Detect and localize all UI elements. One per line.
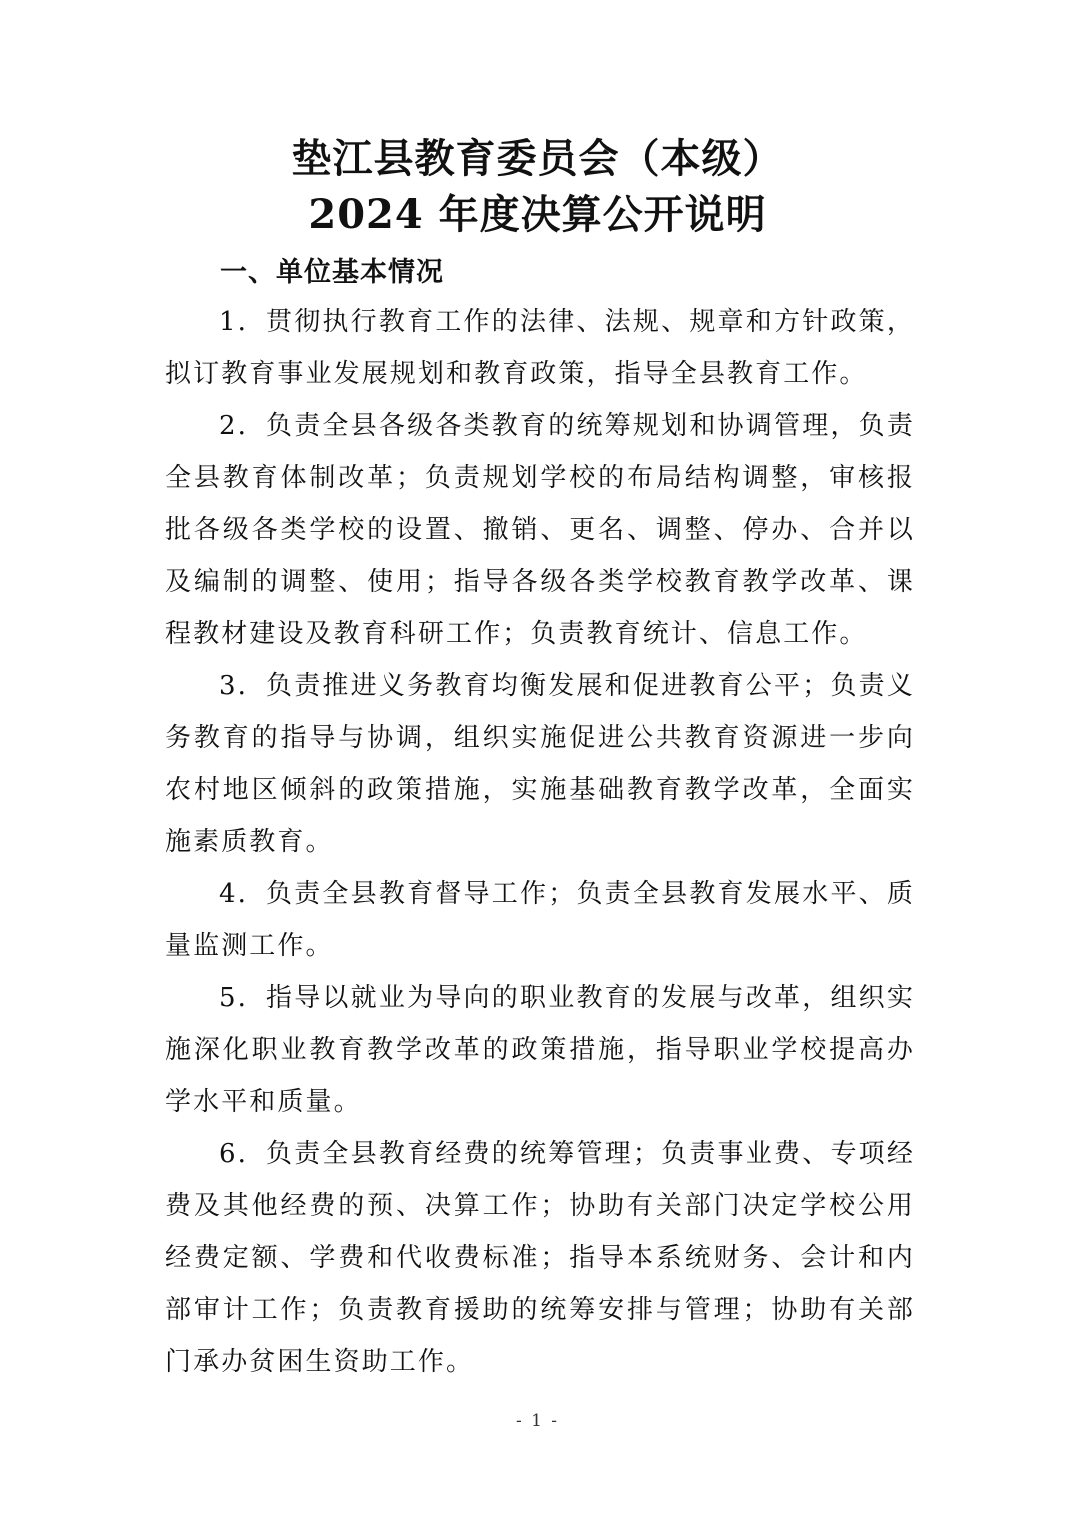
paragraph-4: 4．负责全县教育督导工作；负责全县教育发展水平、质量监测工作。: [165, 879, 915, 961]
paragraph-2: 2．负责全县各级各类教育的统筹规划和协调管理，负责全县教育体制改革；负责规划学校的布局结构调整，审核报批各级各类学校的设置、撤销、更名、调整、停办、合并以及编制的调整、使用；指导各级各类学校教育教学改革、课程教材建设及教育科研工作；负责教育统计、信息工作。: [165, 411, 915, 649]
section-heading: 一、单位基本情况: [220, 257, 444, 288]
document-title: 垫江县教育委员会（本级）: [291, 135, 784, 182]
paragraph-6: 6．负责全县教育经费的统筹管理；负责事业费、专项经费及其他经费的预、决算工作；协助有关部门决定学校公用经费定额、学费和代收费标准；指导本系统财务、会计和内部审计工作；负责教育援助的统筹安排与管理；协助有关部门承办贫困生资助工作。: [165, 1139, 915, 1377]
document-body: [165, 296, 915, 1388]
paragraph-3: 3．负责推进义务教育均衡发展和促进教育公平；负责义务教育的指导与协调，组织实施促进公共教育资源进一步向农村地区倾斜的政策措施，实施基础教育教学改革，全面实施素质教育。: [165, 671, 915, 857]
paragraph-1: 1．贯彻执行教育工作的法律、法规、规章和方针政策，拟订教育事业发展规划和教育政策，指导全县教育工作。: [165, 307, 915, 389]
page-number: - 1 -: [515, 1411, 560, 1431]
document-subtitle: 2024 年度决算公开说明: [308, 191, 767, 238]
paragraph-5: 5．指导以就业为导向的职业教育的发展与改革，组织实施深化职业教育教学改革的政策措施，指导职业学校提高办学水平和质量。: [165, 983, 915, 1117]
